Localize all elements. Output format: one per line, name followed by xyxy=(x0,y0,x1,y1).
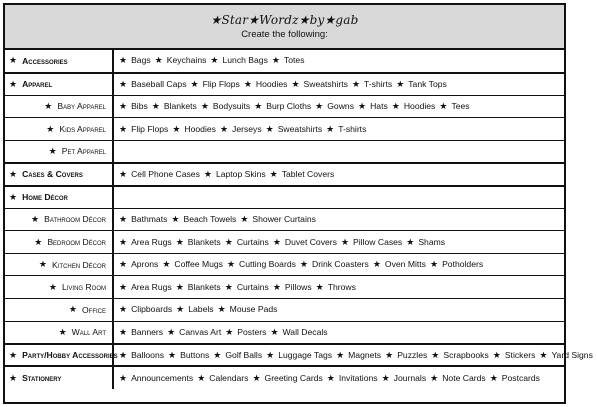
star-icon: ★ xyxy=(31,213,40,224)
product-item-label: Canvas Art xyxy=(179,326,222,337)
product-item-label: Potholders xyxy=(442,259,484,270)
star-icon: ★ xyxy=(243,78,252,89)
star-icon: ★ xyxy=(406,236,415,247)
star-icon: ★ xyxy=(162,259,171,270)
category-row-home-d-cor xyxy=(5,186,564,209)
category-label-cell xyxy=(5,95,113,118)
product-item-label: Pillows xyxy=(284,281,312,292)
star-icon: ★ xyxy=(171,213,180,224)
category-label-cell xyxy=(5,366,113,389)
category-label: Accessories xyxy=(22,55,68,66)
product-item-label: Scrapbooks xyxy=(443,349,489,360)
product-item xyxy=(204,169,266,179)
star-icon: ★ xyxy=(429,259,439,270)
product-item xyxy=(225,327,266,337)
category-label: Bathroom Décor xyxy=(44,214,106,225)
product-item-label: Cutting Boards xyxy=(239,259,296,270)
star-icon: ★ xyxy=(326,372,335,383)
category-label-cell xyxy=(5,321,113,344)
star-icon: ★ xyxy=(68,304,77,315)
star-icon: ★ xyxy=(9,372,18,383)
category-label-cell xyxy=(5,276,113,299)
product-item-label: Labels xyxy=(188,304,214,315)
category-label-cell xyxy=(5,50,113,73)
category-items-cell xyxy=(113,73,564,96)
product-item-label: Announcements xyxy=(131,372,194,383)
product-item xyxy=(493,350,536,360)
product-item-label: Oven Mitts xyxy=(384,259,426,270)
star-icon: ★ xyxy=(119,100,128,111)
category-row-party-hobby-accessories xyxy=(5,344,564,367)
category-label-cell xyxy=(5,299,113,322)
product-item-label: Bathmats xyxy=(131,213,168,224)
product-item-label: Area Rugs xyxy=(131,281,172,292)
product-item xyxy=(119,327,163,337)
product-item-label: Blankets xyxy=(163,100,197,111)
product-item-label: Hoodies xyxy=(184,123,216,134)
product-item-label: Totes xyxy=(283,55,305,66)
product-item xyxy=(191,79,240,89)
product-item-label: Yard Signs xyxy=(551,349,593,360)
category-label: Home Décor xyxy=(22,192,68,203)
star-icon: ★ xyxy=(119,78,128,89)
category-items-cell xyxy=(113,118,564,141)
category-label: Party/Hobby Accessories xyxy=(22,350,118,361)
category-label-cell xyxy=(5,163,113,186)
star-icon: ★ xyxy=(210,55,219,66)
product-item-label: Greeting Cards xyxy=(264,372,323,383)
product-item xyxy=(326,124,366,134)
product-item xyxy=(171,214,236,224)
star-icon: ★ xyxy=(175,281,184,292)
product-item-label: Blankets xyxy=(187,281,221,292)
category-label: Kitchen Décor xyxy=(52,259,106,270)
category-row-stationery xyxy=(5,366,564,389)
product-item xyxy=(119,373,193,383)
product-item-label: Magnets xyxy=(348,349,382,360)
category-label: Pet Apparel xyxy=(61,146,106,157)
product-item-label: Gowns xyxy=(327,100,354,111)
product-item-label: Jerseys xyxy=(232,123,262,134)
product-item xyxy=(220,124,262,134)
star-icon: ★ xyxy=(266,349,275,360)
star-icon: ★ xyxy=(358,100,367,111)
product-item xyxy=(266,350,332,360)
product-item xyxy=(210,55,267,65)
star-icon: ★ xyxy=(381,372,390,383)
product-item xyxy=(373,259,426,269)
product-item xyxy=(119,282,172,292)
star-icon: ★ xyxy=(271,55,280,66)
product-item xyxy=(539,350,592,360)
category-row-living-room xyxy=(5,276,564,299)
page-subtitle: Create the following: xyxy=(241,29,328,40)
star-icon: ★ xyxy=(119,236,128,247)
product-item xyxy=(197,373,248,383)
category-label-cell xyxy=(5,140,113,163)
category-items-cell xyxy=(113,321,564,344)
star-icon: ★ xyxy=(270,326,279,337)
star-icon: ★ xyxy=(396,78,405,89)
category-label: Apparel xyxy=(22,79,53,90)
product-item xyxy=(490,373,540,383)
product-item xyxy=(225,282,269,292)
product-item xyxy=(176,304,213,314)
product-item-label: Beach Towels xyxy=(183,213,237,224)
star-icon: ★ xyxy=(9,191,18,202)
category-row-office xyxy=(5,299,564,322)
product-item-label: Curtains xyxy=(236,236,269,247)
product-item xyxy=(213,350,262,360)
product-item xyxy=(119,79,187,89)
product-item-label: Balloons xyxy=(131,349,165,360)
product-item-label: Curtains xyxy=(236,281,269,292)
category-items-cell xyxy=(113,208,564,231)
product-item-label: Banners xyxy=(131,326,164,337)
product-item-label: Hats xyxy=(370,100,388,111)
star-icon: ★ xyxy=(226,259,236,270)
product-item-label: Keychains xyxy=(166,55,207,66)
product-item xyxy=(273,237,337,247)
star-icon: ★ xyxy=(119,281,128,292)
star-icon: ★ xyxy=(439,100,448,111)
product-item-label: Buttons xyxy=(180,349,210,360)
star-icon: ★ xyxy=(225,326,234,337)
product-item-label: Baseball Caps xyxy=(131,78,187,89)
category-items-cell xyxy=(113,276,564,299)
product-item xyxy=(396,79,447,89)
star-icon: ★ xyxy=(340,236,350,247)
product-item-label: Golf Balls xyxy=(225,349,263,360)
product-item xyxy=(119,169,200,179)
category-items-cell xyxy=(113,231,564,254)
star-icon: ★ xyxy=(272,281,281,292)
star-icon: ★ xyxy=(119,55,128,66)
product-item-label: Burp Cloths xyxy=(266,100,312,111)
star-icon: ★ xyxy=(9,168,18,179)
star-icon: ★ xyxy=(315,281,324,292)
product-item-label: Puzzles xyxy=(397,349,428,360)
product-item xyxy=(119,124,168,134)
category-row-wall-art xyxy=(5,321,564,344)
star-icon: ★ xyxy=(492,349,501,360)
category-items-cell xyxy=(113,344,593,367)
star-icon: ★ xyxy=(172,123,181,134)
category-label-cell xyxy=(5,231,113,254)
star-icon: ★ xyxy=(119,349,128,360)
product-item-label: Luggage Tags xyxy=(278,349,333,360)
star-icon: ★ xyxy=(391,100,400,111)
star-icon: ★ xyxy=(168,349,177,360)
star-icon: ★ xyxy=(34,236,43,247)
product-item-label: Throws xyxy=(327,281,356,292)
star-icon: ★ xyxy=(217,304,226,315)
star-icon: ★ xyxy=(385,349,394,360)
product-item-label: Sweatshirts xyxy=(303,78,348,89)
product-item xyxy=(225,237,269,247)
category-row-baby-apparel xyxy=(5,95,564,118)
star-icon: ★ xyxy=(299,259,308,270)
product-item xyxy=(358,101,388,111)
product-item xyxy=(168,350,209,360)
product-item-label: Aprons xyxy=(131,259,159,270)
category-label-cell xyxy=(5,186,113,209)
product-item-label: Posters xyxy=(237,326,267,337)
category-label: Stationery xyxy=(22,373,62,384)
product-item-label: Bags xyxy=(131,55,151,66)
category-row-pet-apparel xyxy=(5,140,564,163)
product-item xyxy=(406,237,445,247)
product-item-label: Area Rugs xyxy=(131,236,172,247)
star-icon: ★ xyxy=(119,168,128,179)
product-item xyxy=(155,55,207,65)
category-row-bathroom-d-cor xyxy=(5,208,564,231)
star-icon: ★ xyxy=(254,100,263,111)
product-item-label: Blankets xyxy=(187,236,221,247)
category-items-cell xyxy=(113,253,564,276)
product-item-label: Sweatshirts xyxy=(277,123,323,134)
category-items-cell xyxy=(113,186,564,209)
star-icon: ★ xyxy=(119,213,128,224)
star-icon: ★ xyxy=(252,372,261,383)
product-item xyxy=(439,101,469,111)
product-item-label: Pillow Cases xyxy=(353,236,403,247)
product-item xyxy=(315,101,354,111)
star-icon: ★ xyxy=(151,100,160,111)
product-item-label: Flip Flops xyxy=(131,123,169,134)
product-item-label: T-shirts xyxy=(364,78,393,89)
category-items-cell xyxy=(113,140,564,163)
product-item xyxy=(176,282,221,292)
product-item xyxy=(119,259,158,269)
category-items-cell xyxy=(113,163,564,186)
product-item-label: Bodysuits xyxy=(212,100,251,111)
category-label-cell xyxy=(5,73,113,96)
product-item-label: Coffee Mugs xyxy=(174,259,223,270)
product-item xyxy=(119,237,172,247)
product-item xyxy=(218,304,278,314)
product-item xyxy=(119,101,148,111)
category-row-apparel xyxy=(5,73,564,96)
product-item-label: Tank Tops xyxy=(408,78,447,89)
product-item xyxy=(240,214,316,224)
product-item-label: Journals xyxy=(393,372,427,383)
product-item-label: Tees xyxy=(451,100,470,111)
product-item xyxy=(176,237,221,247)
product-item xyxy=(266,124,323,134)
product-item-label: Drink Coasters xyxy=(311,259,369,270)
product-item xyxy=(227,259,296,269)
star-icon: ★ xyxy=(119,123,128,134)
product-item xyxy=(167,327,221,337)
category-label-cell xyxy=(5,344,118,367)
header xyxy=(5,5,564,50)
product-item xyxy=(119,350,164,360)
product-item xyxy=(392,101,436,111)
category-label-cell xyxy=(5,118,113,141)
category-items-cell xyxy=(113,299,564,322)
product-item-label: Stickers xyxy=(504,349,536,360)
star-icon: ★ xyxy=(38,259,47,270)
product-item xyxy=(431,350,488,360)
product-item-label: Shower Curtains xyxy=(252,213,316,224)
star-icon: ★ xyxy=(58,326,67,337)
product-item-label: Mouse Pads xyxy=(229,304,278,315)
star-icon: ★ xyxy=(489,372,498,383)
star-icon: ★ xyxy=(351,78,361,89)
star-icon: ★ xyxy=(9,78,18,89)
star-icon: ★ xyxy=(167,326,176,337)
product-item xyxy=(273,282,312,292)
star-icon: ★ xyxy=(336,349,345,360)
star-icon: ★ xyxy=(224,281,233,292)
star-icon: ★ xyxy=(200,100,209,111)
category-items-cell xyxy=(113,95,564,118)
product-item-label: T-shirts xyxy=(338,123,367,134)
product-item xyxy=(385,350,427,360)
star-icon: ★ xyxy=(431,349,440,360)
star-icon: ★ xyxy=(430,372,439,383)
star-icon: ★ xyxy=(119,259,128,270)
product-item-label: Hoodies xyxy=(255,78,288,89)
category-label: Bedroom Décor xyxy=(47,237,106,248)
product-item-label: Shams xyxy=(418,236,446,247)
product-item-label: Duvet Covers xyxy=(284,236,337,247)
product-item xyxy=(254,101,311,111)
product-item xyxy=(430,259,483,269)
category-label: Wall Art xyxy=(71,327,106,338)
product-item xyxy=(244,79,288,89)
product-item xyxy=(352,79,392,89)
product-item-label: Wall Decals xyxy=(282,326,328,337)
star-icon: ★ xyxy=(197,372,206,383)
star-icon: ★ xyxy=(119,372,128,383)
star-icon: ★ xyxy=(269,168,278,179)
product-item xyxy=(270,327,327,337)
product-item xyxy=(270,169,335,179)
star-icon: ★ xyxy=(315,100,324,111)
category-row-bedroom-d-cor xyxy=(5,231,564,254)
product-item xyxy=(316,282,356,292)
product-item-label: Lunch Bags xyxy=(222,55,268,66)
category-row-cases-covers xyxy=(5,163,564,186)
category-label: Living Room xyxy=(61,282,106,293)
star-icon: ★ xyxy=(372,259,381,270)
product-item xyxy=(119,55,151,65)
category-label-cell xyxy=(5,253,113,276)
star-icon: ★ xyxy=(240,213,249,224)
star-icon: ★ xyxy=(291,78,300,89)
star-icon: ★ xyxy=(176,304,185,315)
product-item xyxy=(119,304,172,314)
product-item-label: Hoodies xyxy=(403,100,436,111)
product-item xyxy=(336,350,381,360)
product-item xyxy=(382,373,427,383)
star-icon: ★ xyxy=(48,145,57,156)
product-item xyxy=(119,214,167,224)
product-item-label: Tablet Covers xyxy=(281,168,335,179)
page-title: ★Star★Wordz★by★gab xyxy=(210,13,359,27)
star-icon: ★ xyxy=(44,100,53,111)
product-item xyxy=(430,373,486,383)
category-row-kids-apparel xyxy=(5,118,564,141)
product-item-label: Laptop Skins xyxy=(215,168,266,179)
category-label-cell xyxy=(5,208,113,231)
product-item-label: Flip Flops xyxy=(202,78,240,89)
star-icon: ★ xyxy=(190,78,199,89)
star-icon: ★ xyxy=(224,236,233,247)
product-item xyxy=(300,259,369,269)
product-item xyxy=(172,124,216,134)
star-icon: ★ xyxy=(119,304,128,315)
product-item xyxy=(272,55,305,65)
product-sheet xyxy=(3,3,593,404)
product-item-label: Cell Phone Cases xyxy=(131,168,200,179)
star-icon: ★ xyxy=(272,236,281,247)
product-item-label: Invitations xyxy=(338,372,378,383)
category-items-cell xyxy=(113,366,564,389)
product-item xyxy=(252,373,322,383)
star-icon: ★ xyxy=(539,349,548,360)
product-item-label: Calendars xyxy=(209,372,249,383)
product-item-label: Postcards xyxy=(501,372,540,383)
star-icon: ★ xyxy=(203,168,212,179)
star-icon: ★ xyxy=(48,281,57,292)
category-label: Cases & Covers xyxy=(22,169,83,180)
star-icon: ★ xyxy=(9,349,18,360)
category-label: Baby Apparel xyxy=(57,101,106,112)
star-icon: ★ xyxy=(119,326,128,337)
category-label: Kids Apparel xyxy=(59,124,106,135)
category-row-kitchen-d-cor xyxy=(5,253,564,276)
star-icon: ★ xyxy=(9,55,18,66)
star-icon: ★ xyxy=(265,123,274,134)
product-item xyxy=(162,259,223,269)
star-icon: ★ xyxy=(326,123,335,134)
product-item xyxy=(327,373,378,383)
product-item-label: Note Cards xyxy=(442,372,486,383)
star-icon: ★ xyxy=(175,236,184,247)
star-icon: ★ xyxy=(219,123,229,134)
category-row-accessories xyxy=(5,50,564,73)
product-item-label: Bibs xyxy=(131,100,148,111)
star-icon: ★ xyxy=(213,349,222,360)
product-item xyxy=(341,237,402,247)
category-label: Office xyxy=(81,304,106,315)
product-item xyxy=(201,101,250,111)
product-item-label: Clipboards xyxy=(131,304,173,315)
category-table xyxy=(5,50,593,389)
star-icon: ★ xyxy=(46,123,55,134)
category-items-cell xyxy=(113,50,564,73)
product-item xyxy=(152,101,197,111)
product-item xyxy=(291,79,348,89)
star-icon: ★ xyxy=(154,55,163,66)
